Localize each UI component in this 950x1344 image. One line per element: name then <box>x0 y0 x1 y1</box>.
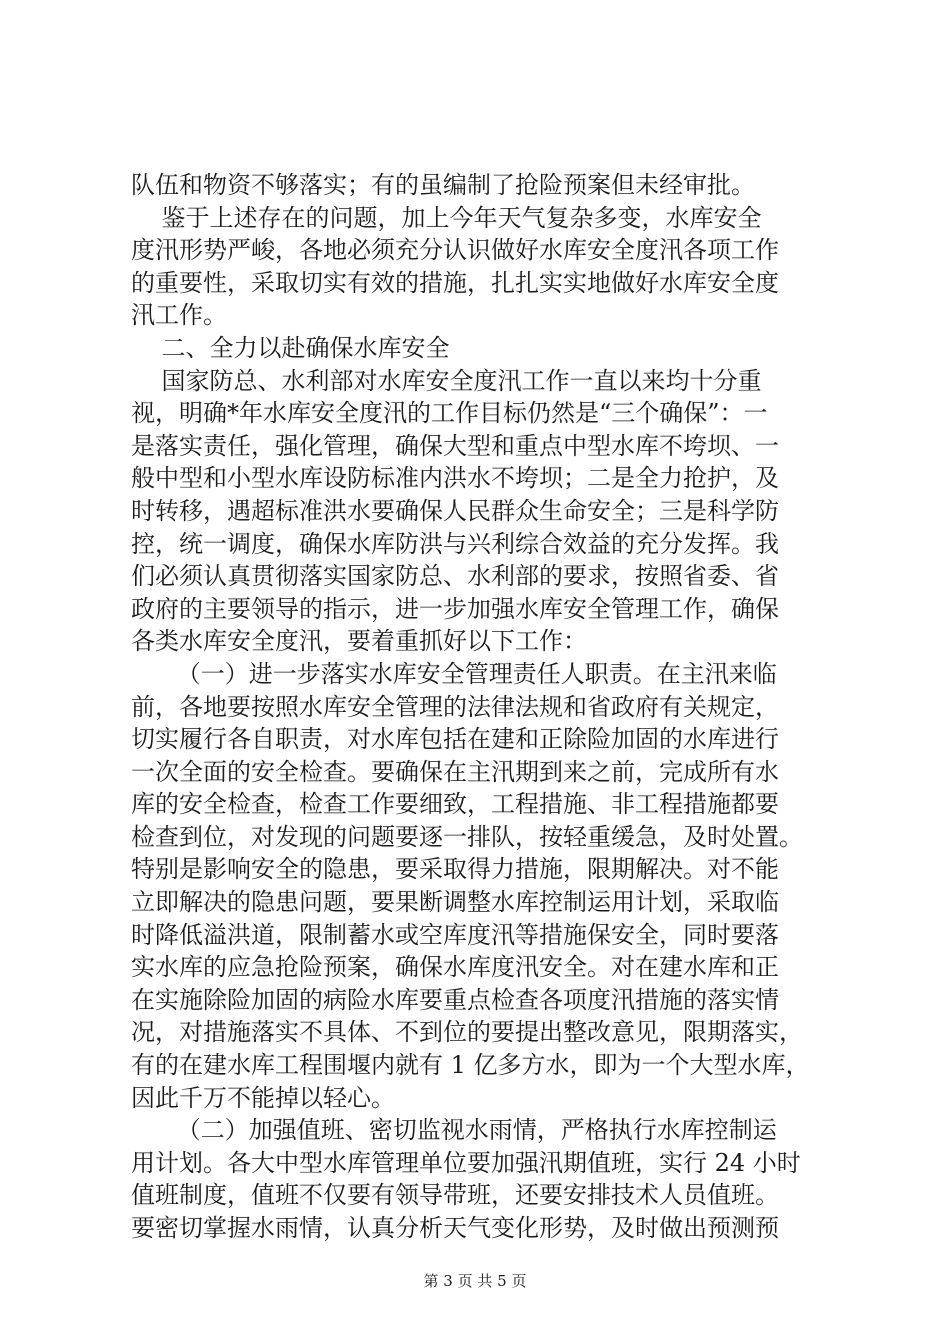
text-line: 度汛形势严峻，各地必须充分认识做好水库安全度汛各项工作 <box>131 236 779 265</box>
text-line: 况，对措施落实不具体、不到位的要提出整改意见，限期落实， <box>131 1018 803 1047</box>
text-line: 国家防总、水利部对水库安全度汛工作一直以来均十分重 <box>131 366 762 395</box>
text-line: （一）进一步落实水库安全管理责任人职责。在主汛来临 <box>131 659 777 688</box>
text-line: 因此千万不能掉以轻心。 <box>131 1083 395 1112</box>
text-line: 般中型和小型水库设防标准内洪水不垮坝；二是全力抢护，及 <box>131 464 779 493</box>
text-line: 值班制度，值班不仅要有领导带班，还要安排技术人员值班。 <box>131 1181 779 1210</box>
text-line: 立即解决的隐患问题，要果断调整水库控制运用计划，采取临 <box>131 888 779 917</box>
text-line: 前，各地要按照水库安全管理的法律法规和省政府有关规定， <box>131 692 779 721</box>
text-line: 们必须认真贯彻落实国家防总、水利部的要求，按照省委、省 <box>131 562 779 591</box>
text-line: 队伍和物资不够落实；有的虽编制了抢险预案但未经审批。 <box>131 171 755 199</box>
text-line: 切实履行各自职责，对水库包括在建和正除险加固的水库进行 <box>131 725 779 754</box>
text-line: 时降低溢洪道，限制蓄水或空库度汛等措施保安全，同时要落 <box>131 920 779 949</box>
text-line: 实水库的应急抢险预案，确保水库度汛安全。对在建水库和正 <box>131 953 779 982</box>
text-line: 是落实责任，强化管理，确保大型和重点中型水库不垮坝、一 <box>131 431 779 460</box>
text-line: 检查到位，对发现的问题要逐一排队，按轻重缓急，及时处置。 <box>131 822 803 851</box>
text-line: 的重要性，采取切实有效的措施，扎扎实实地做好水库安全度 <box>131 268 779 297</box>
text-line: 视，明确*年水库安全度汛的工作目标仍然是“三个确保”：一 <box>131 399 768 428</box>
text-line: 汛工作。 <box>131 301 227 330</box>
text-line: 控，统一调度，确保水库防洪与兴利综合效益的充分发挥。我 <box>131 529 779 558</box>
text-line: 在实施除险加固的病险水库要重点检查各项度汛措施的落实情 <box>131 985 779 1014</box>
text-line: 时转移，遇超标准洪水要确保人民群众生命安全；三是科学防 <box>131 496 779 525</box>
text-line: 要密切掌握水雨情，认真分析天气变化形势，及时做出预测预 <box>131 1214 779 1242</box>
page-footer: 第 3 页 共 5 页 <box>423 1272 527 1290</box>
text-line: 二、全力以赴确保水库安全 <box>131 333 450 362</box>
text-line: 有的在建水库工程围堰内就有 1 亿多方水，即为一个大型水库， <box>131 1051 810 1080</box>
body-text <box>131 169 831 1245</box>
text-line: 鉴于上述存在的问题，加上今年天气复杂多变，水库安全 <box>131 203 762 232</box>
text-line: 库的安全检查，检查工作要细致，工程措施、非工程措施都要 <box>131 790 779 819</box>
text-line: 一次全面的安全检查。要确保在主汛期到来之前，完成所有水 <box>131 757 779 786</box>
text-line: 政府的主要领导的指示，进一步加强水库安全管理工作，确保 <box>131 594 779 623</box>
text-line: 用计划。各大中型水库管理单位要加强汛期值班，实行 24 小时 <box>131 1148 801 1177</box>
text-line: 各类水库安全度汛，要着重抓好以下工作： <box>131 627 587 656</box>
text-line: 特别是影响安全的隐患，要采取得力措施，限期解决。对不能 <box>131 855 779 884</box>
text-line: （二）加强值班、密切监视水雨情，严格执行水库控制运 <box>131 1116 777 1145</box>
